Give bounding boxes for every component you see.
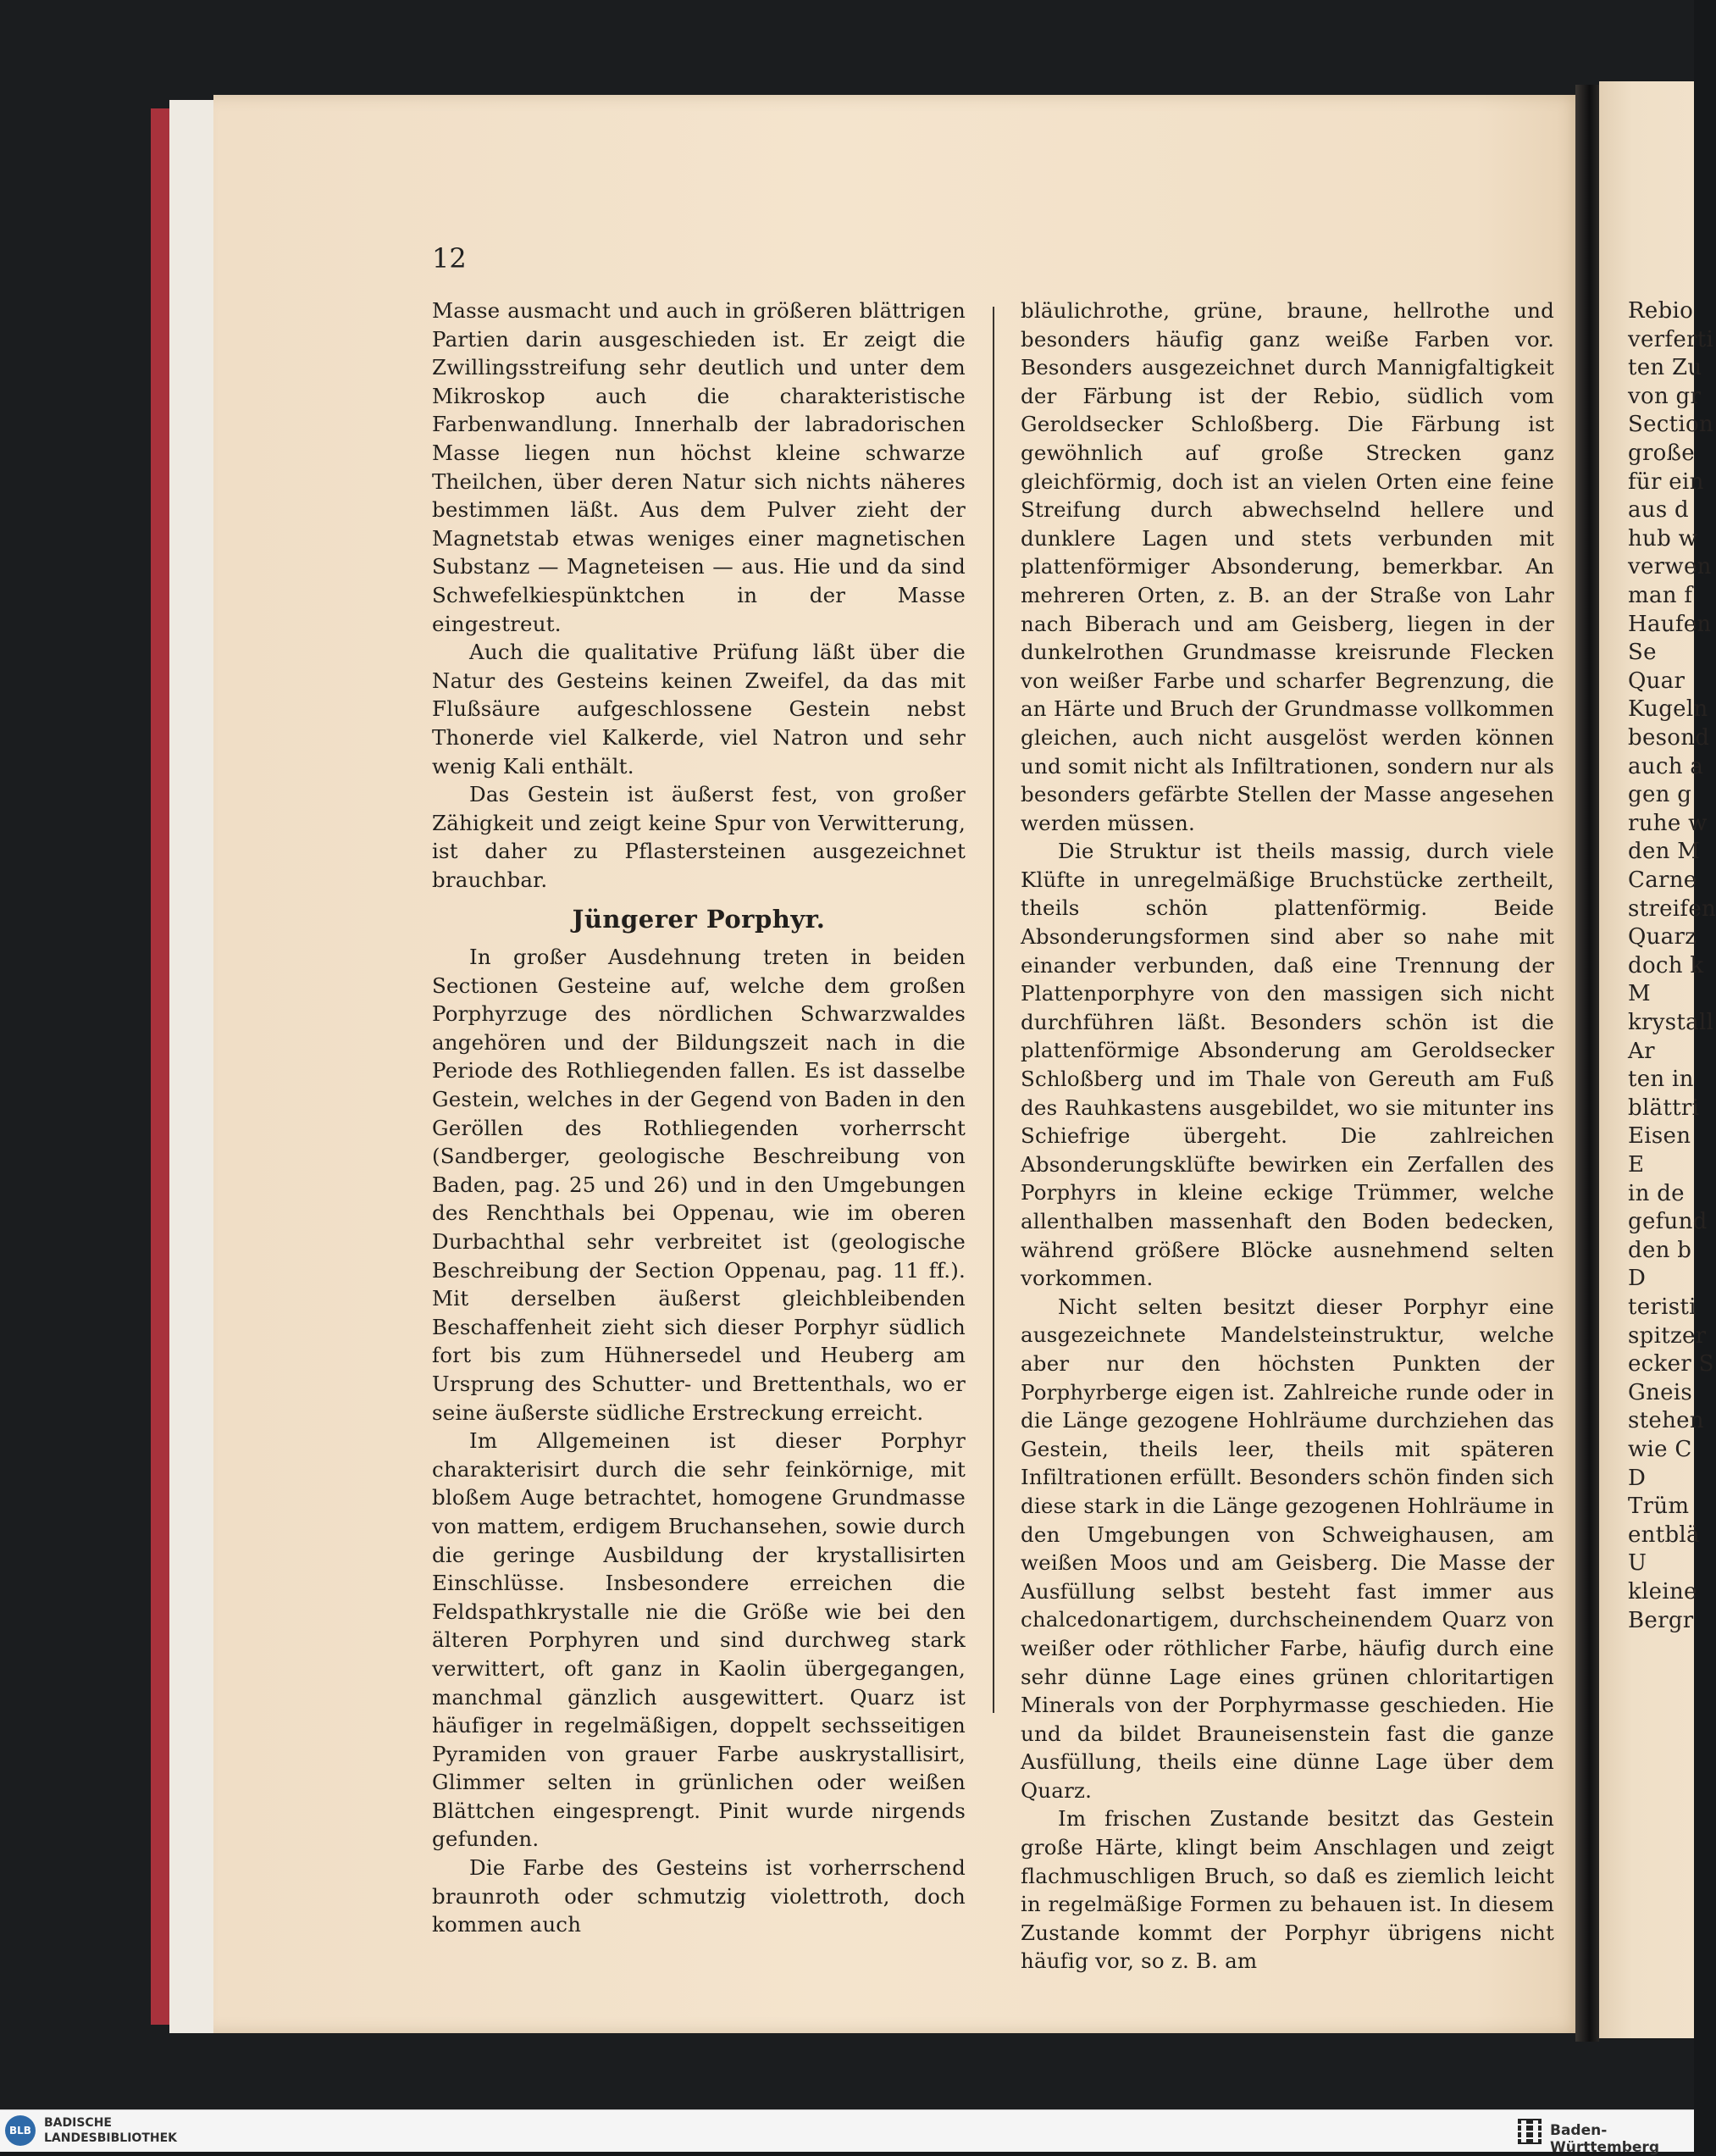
next-page-text-fragment: Haufen xyxy=(1628,611,1712,637)
next-page-text-fragment: E xyxy=(1628,1152,1645,1178)
paragraph: In großer Ausdehnung treten in beiden Sectionen Gesteine auf, welche dem großen Porphyrzuge des nördlichen Schwarzwaldes angehören und der Bildungszeit nach in die Periode des Rothliegenden fallen. Es ist dasselbe Gestein, welches in der Gegend von Baden in den Geröllen des Rothliegenden vorherrscht (Sandberger, geologische Beschreibung von Baden, pag. 25 und 26) und in den Umgebungen des Renchthals bei Oppenau, wie im oberen Durbachthal sehr verbreitet ist (geologische Beschreibung der Section Oppenau, pag. 11 ff.). Mit derselben äußerst gleichbleibenden Beschaffenheit zieht sich dieser Porphyr südlich fort bis zum Hühnersedel und Heuberg am Ursprung des Schutter- und Brettenthals, wo er seine äußerste südliche Erstreckung erreicht. xyxy=(432,945,966,1425)
library-name[interactable] xyxy=(44,2115,177,2146)
next-page-text-fragment: spitzer xyxy=(1628,1322,1707,1349)
paragraph: bläulichrothe, grüne, braune, hellrothe und besonders häufig ganz weiße Farben vor. Besonders ausgezeichnet durch Mannigfaltigkeit der Färbung ist der Rebio, südlich vom Geroldsecker Schloßberg. Die Färbung ist gewöhnlich auf große Strecken ganz gleichförmig, doch ist an vielen Orten eine feine Streifung durch abwechselnd hellere und dunklere Lagen und stets verbunden mit plattenförmiger Absonderung, bemerkbar. An mehreren Orten, z. B. an der Straße von Lahr nach Biberach und am Geisberg, liegen in der dunkelrothen Grundmasse kreisrunde Flecken von weißer Farbe und scharfer Begrenzung, die an Härte und Bruch der Grundmasse vollkommen gleichen, auch nicht ausgelöst werden können und somit nicht als Infiltrationen, sondern nur als besonders gefärbte Stellen der Masse angesehen werden müssen. xyxy=(1021,298,1554,835)
next-page-text-fragment: Quarz xyxy=(1628,924,1697,951)
next-page-text-fragment: blättri xyxy=(1628,1095,1700,1121)
next-page-text-fragment: verferti xyxy=(1628,326,1714,352)
next-page-text-fragment: man f xyxy=(1628,583,1693,608)
right-text-column xyxy=(1021,297,1554,1976)
next-page-text-fragment: Se xyxy=(1628,640,1657,666)
next-page-text-fragment: wie C xyxy=(1628,1437,1692,1462)
next-page-text-fragment: aus d xyxy=(1628,497,1689,524)
book-cover-edge xyxy=(151,108,169,2025)
next-page-text-fragment: entblä xyxy=(1628,1521,1700,1548)
left-text-column xyxy=(432,297,966,1939)
paragraph: Nicht selten besitzt dieser Porphyr eine ausgezeichnete Mandelsteinstruktur, welche aber nur den höchsten Punkten der Porphyrberge eigen ist. Zahlreiche runde oder in die Länge gezogene Hohlräume durchziehen das Gestein, theils leer, theils mit späteren Infiltrationen erfüllt. Besonders schön finden sich diese stark in die Länge gezogenen Hohlräume in den Umgebungen von Schweighausen, am weißen Moos und am Geisberg. Die Masse der Ausfüllung selbst besteht fast immer aus chalcedonartigem, durchscheinendem Quarz von weißer oder röthlicher Farbe, häufig durch eine sehr dünne Lage eines grünen chloritartigen Minerals von der Porphyrmasse geschieden. Hie und da bildet Brauneisenstein fast die ganze Ausfüllung, theils eine dünne Lage über dem Quarz. xyxy=(1021,1294,1554,1803)
column-divider xyxy=(993,307,994,1713)
next-page-text-fragment: ten in xyxy=(1628,1067,1694,1093)
next-page-text-fragment: verwen xyxy=(1628,554,1712,580)
paragraph: Im Allgemeinen ist dieser Porphyr charakterisirt durch die sehr feinkörnige, mit bloßem Auge betrachtet, homogene Grundmasse von mattem, erdigem Bruchansehen, sowie durch die geringe Ausbildung der krystallisirten Einschlüsse. Insbesondere erreichen die Feldspathkrystalle nie die Größe wie bei den älteren Porphyren und sind durchweg stark verwittert, oft ganz in Kaolin übergegangen, manchmal gänzlich ausgewittert. Quarz ist häufiger in regelmäßigen, doppelt sechsseitigen Pyramiden von grauer Farbe auskrystallisirt, Glimmer selten in grünlichen oder weißen Blättchen eingesprengt. Pinit wurde nirgends gefunden. xyxy=(432,1428,966,1852)
next-page-text-fragment: ten Zu xyxy=(1628,355,1702,381)
paragraph: Im frischen Zustande besitzt das Gestein große Härte, klingt beim Anschlagen und zeigt flachmuschligen Bruch, so daß es ziemlich leicht in regelmäßige Formen zu behauen ist. In diesem Zustande kommt der Porphyr übrigens nicht häufig vor, so z. B. am xyxy=(1021,1806,1554,1974)
next-page-text-fragment: streifen xyxy=(1628,895,1716,922)
next-page-text-fragment: große xyxy=(1628,441,1695,466)
next-page-text-fragment: hub w xyxy=(1628,525,1698,551)
next-page-text-fragment: stehen xyxy=(1628,1408,1704,1434)
next-page-text-fragment: auch a xyxy=(1628,753,1704,779)
next-page-text-fragment: Quar xyxy=(1628,668,1686,694)
next-page-text-fragment: ecker S xyxy=(1628,1351,1714,1377)
next-page-text-fragment: Eisen xyxy=(1628,1123,1691,1150)
next-page-text-fragment: von gr xyxy=(1628,383,1702,409)
next-page-text-fragment: D xyxy=(1628,1465,1647,1491)
next-page-text-fragment: den M xyxy=(1628,839,1701,865)
next-page-text-fragment: für ein xyxy=(1628,468,1704,495)
next-page-fragment xyxy=(1599,81,1716,2038)
next-page-text-fragment: gefund xyxy=(1628,1209,1708,1235)
next-page-text-fragment: U xyxy=(1628,1550,1647,1577)
next-page-text-fragment: gen g xyxy=(1628,782,1692,808)
next-page-text-fragment: doch k xyxy=(1628,952,1704,978)
next-page-text-fragment: krystall xyxy=(1628,1010,1714,1035)
partner-name[interactable]: Baden-Württemberg xyxy=(1550,2122,1659,2156)
next-page-text-fragment: Section xyxy=(1628,412,1714,438)
state-emblem-icon xyxy=(1516,2117,1543,2146)
page-number: 12 xyxy=(432,242,467,274)
paragraph: Masse ausmacht und auch in größeren blättrigen Partien darin ausgeschieden ist. Er zeigt die Zwillingsstreifung sehr deutlich und unter dem Mikroskop auch die charakteristische Farbenwandlung. Innerhalb der labradorischen Masse liegen nun höchst kleine schwarze Theilchen, über deren Natur sich nichts näheres bestimmen läßt. Aus dem Pulver zieht der Magnetstab etwas weniges einer magnetischen Substanz — Magneteisen — aus. Hie und da sind Schwefelkiespünktchen in der Masse eingestreut. xyxy=(432,298,966,636)
library-name-line1: BADISCHE xyxy=(44,2116,112,2130)
next-page-text-fragment: Bergr xyxy=(1628,1607,1694,1633)
next-page-text-fragment: Gneis xyxy=(1628,1379,1693,1405)
next-page-text-fragment: besond xyxy=(1628,725,1710,751)
section-heading: Jüngerer Porphyr. xyxy=(572,905,826,934)
next-page-text-fragment: Rebio xyxy=(1628,298,1694,324)
next-page-text-fragment: Trüm xyxy=(1628,1494,1690,1520)
next-page-text-fragment: teristi xyxy=(1628,1294,1697,1320)
page-edge-stack xyxy=(169,100,213,2033)
paragraph: Die Farbe des Gesteins ist vorherrschend braunroth oder schmutzig violettroth, doch kommen auch xyxy=(432,1855,966,1937)
viewer-footer xyxy=(0,2109,1694,2156)
next-page-text-fragment: ruhe w xyxy=(1628,810,1708,836)
paragraph: Auch die qualitative Prüfung läßt über die Natur des Gesteins keinen Zweifel, da das mit Flußsäure aufgeschlossene Gestein nebst Thonerde viel Kalkerde, viel Natron und sehr wenig Kali enthält. xyxy=(432,640,966,779)
next-page-text-fragment: M xyxy=(1628,981,1651,1007)
next-page-text-fragment: Ar xyxy=(1628,1038,1655,1064)
next-page-text-fragment: in de xyxy=(1628,1180,1685,1206)
next-page-text-fragment: kleine xyxy=(1628,1579,1697,1605)
paragraph: Die Struktur ist theils massig, durch viele Klüfte in unregelmäßige Bruchstücke zertheilt, theils schön plattenförmig. Beide Absonderungsformen sind aber so nahe mit einander verbunden, daß eine Trennung der Plattenporphyre von den massigen sich nicht durchführen läßt. Besonders schön ist die plattenförmige Absonderung am Geroldsecker Schloßberg und im Thale von Gereuth am Fuß des Rauhkastens ausgebildet, wo sie mitunter ins Schiefrige übergeht. Die zahlreichen Absonderungsklüfte bewirken ein Zerfallen des Porphyrs in kleine eckige Trümmer, welche allenthalben massenhaft den Boden bedecken, während größere Blöcke ausnehmend selten vorkommen. xyxy=(1021,839,1554,1291)
next-page-text-fragment: Carne xyxy=(1628,867,1697,893)
next-page-text-fragment: den b xyxy=(1628,1237,1692,1263)
book-gutter xyxy=(1575,85,1599,2042)
library-logo-icon[interactable]: BLB xyxy=(5,2115,36,2146)
next-page-text-fragment: Kugeln xyxy=(1628,696,1708,723)
library-name-line2: LANDESBIBLIOTHEK xyxy=(44,2131,178,2145)
next-page-text-fragment: D xyxy=(1628,1266,1647,1292)
paragraph: Das Gestein ist äußerst fest, von großer Zähigkeit und zeigt keine Spur von Verwitterung, ist daher zu Pflastersteinen ausgezeichnet brauchbar. xyxy=(432,782,966,892)
